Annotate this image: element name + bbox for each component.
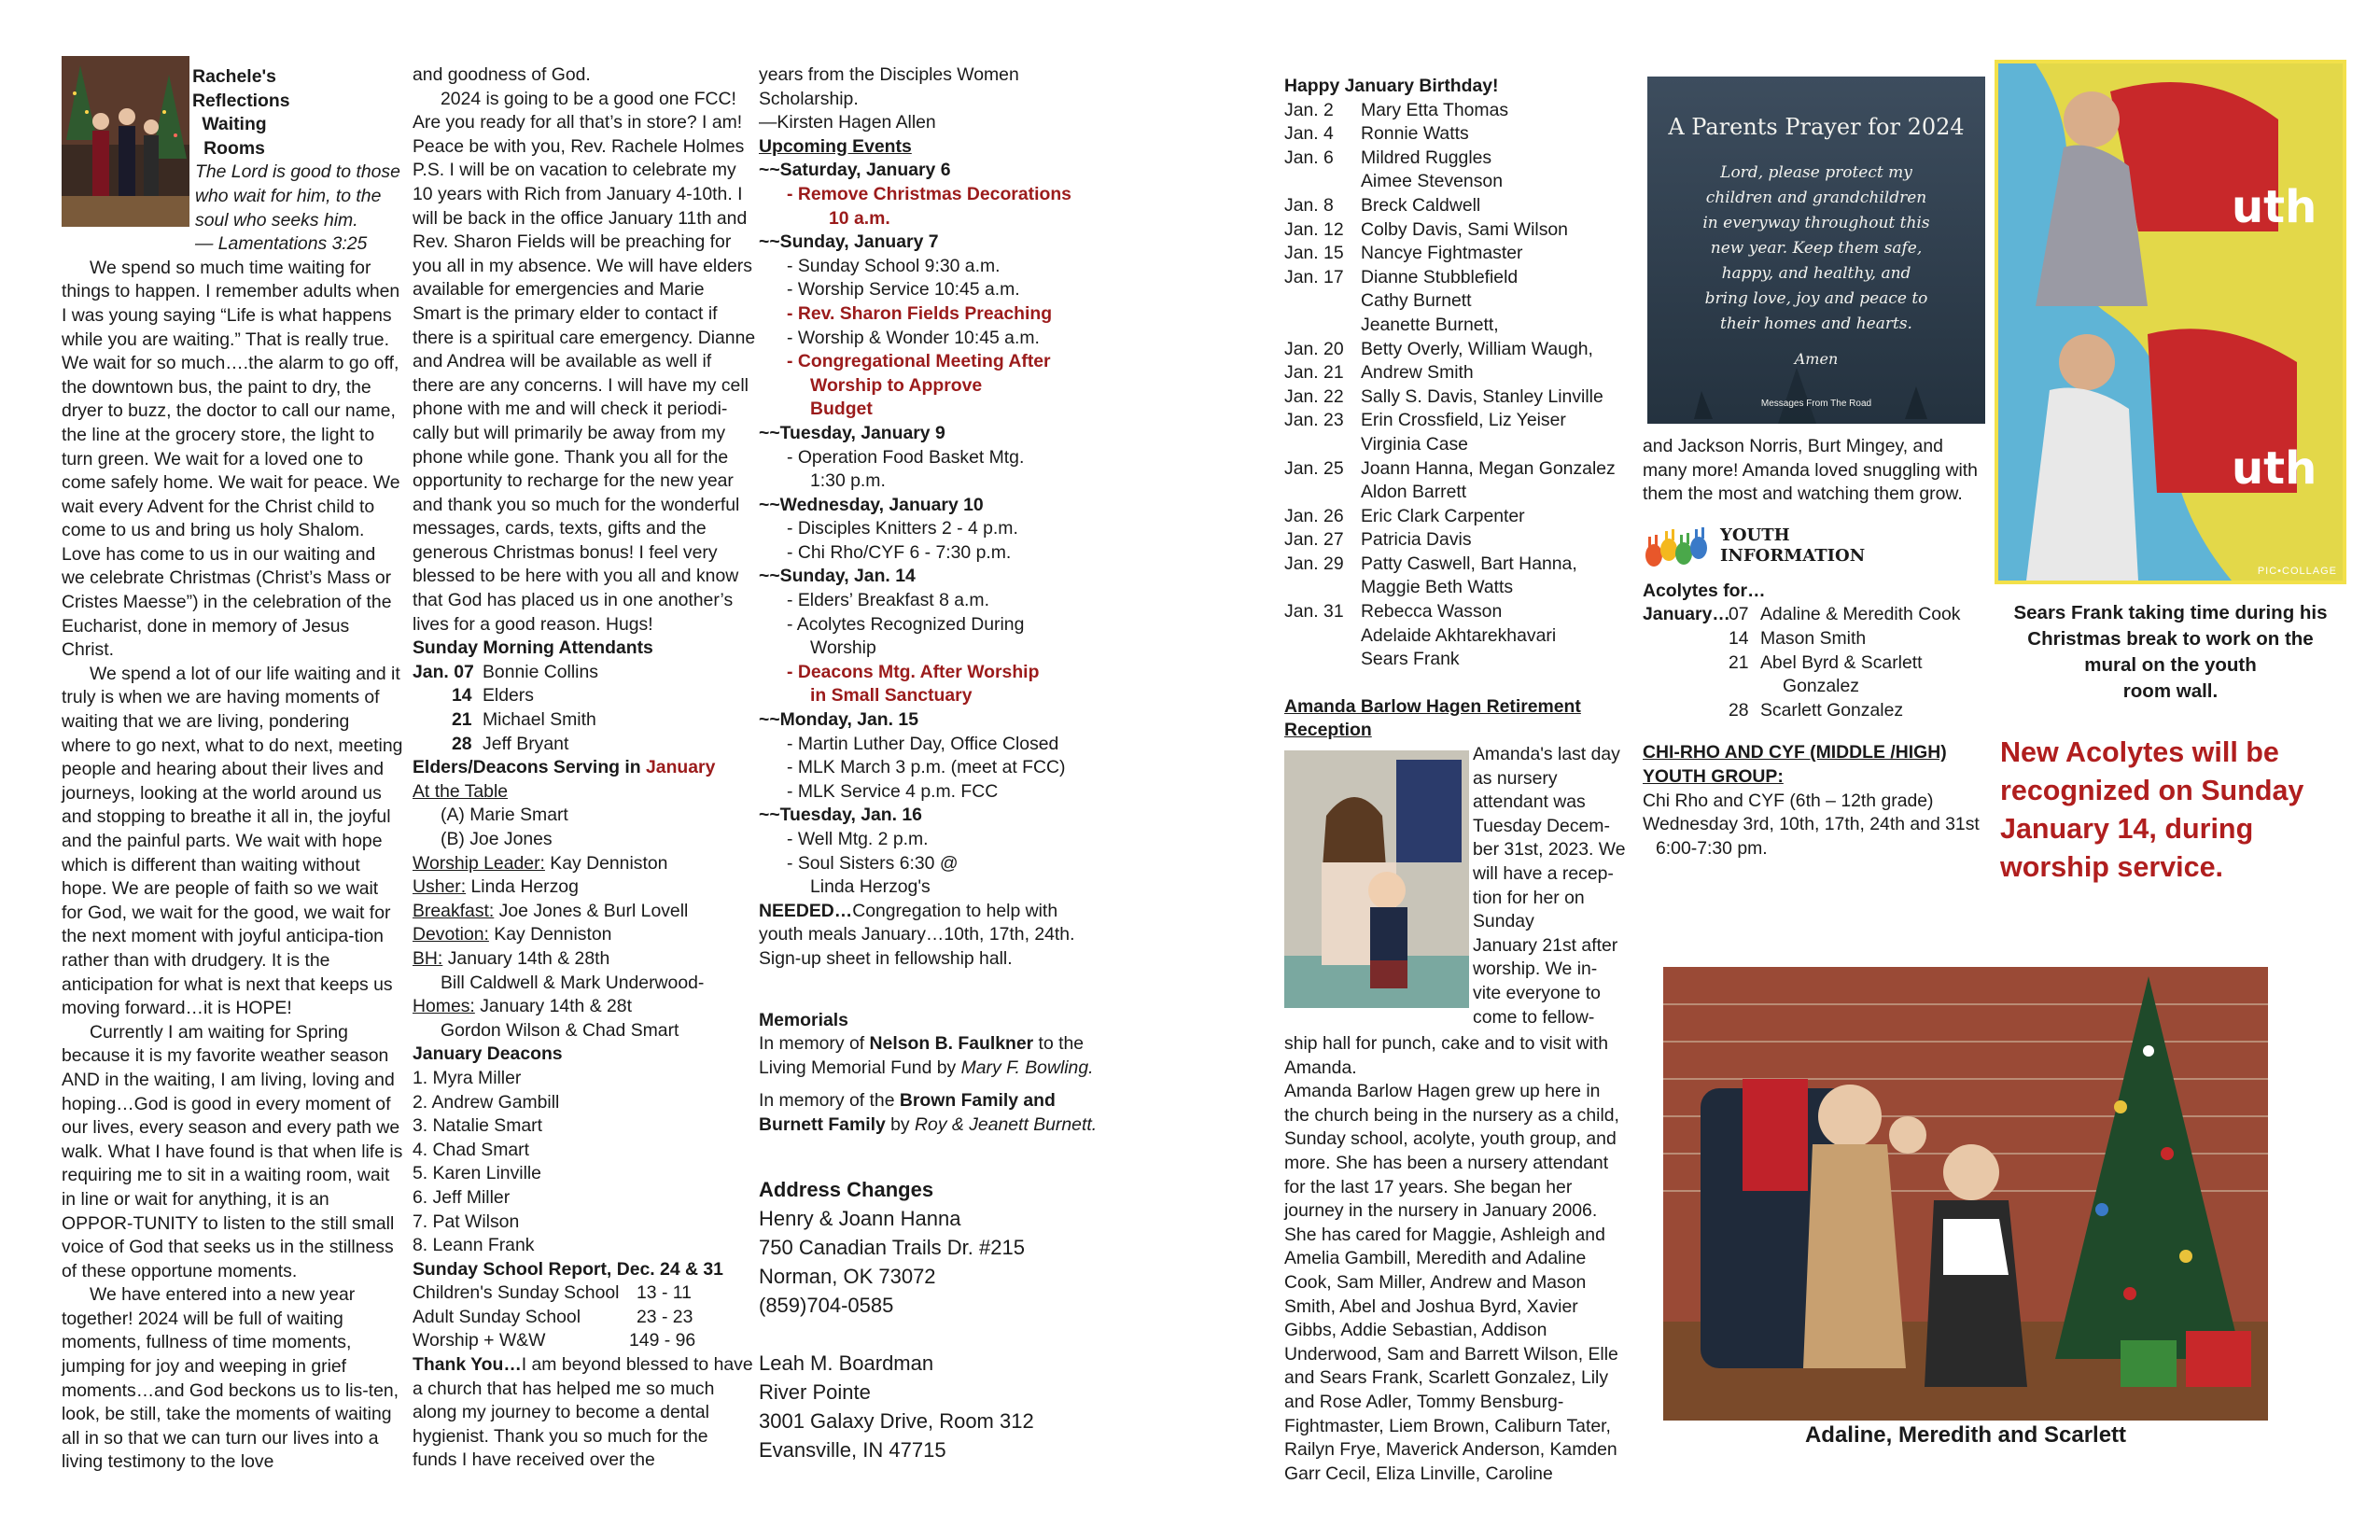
birthday-date xyxy=(1284,170,1361,194)
column-birthdays xyxy=(1284,75,1630,1486)
ss-row: Children's Sunday School 13 - 11 xyxy=(413,1282,692,1304)
event-day-heading: ~~Tuesday, Jan. 16 xyxy=(759,805,922,826)
pastor-greeting: 2024 is going to be a good one FCC! Are you ready for all that’s in store? I am! Peace be with you, Rev. Rachele Holmes xyxy=(413,88,745,157)
thank-you-note: Thank You…I am beyond blessed to have a church that has helped me so much along my journey to become a dental hygienist. Thank you so much for the funds I have received over the xyxy=(413,1354,753,1471)
list-item: 7. Pat Wilson xyxy=(413,1211,520,1232)
birthday-row xyxy=(1284,576,1630,600)
event-item: - Rev. Sharon Fields Preaching xyxy=(787,302,1053,324)
birthday-row xyxy=(1284,553,1630,577)
birthday-date: Jan. 21 xyxy=(1284,362,1344,384)
list-item: 3. Natalie Smart xyxy=(413,1115,543,1137)
birthday-names: Patricia Davis xyxy=(1361,529,1472,551)
column-youth xyxy=(1643,435,1988,861)
memorial-1: In memory of Nelson B. Faulkner to the Living Memorial Fund by Mary F. Bowling. xyxy=(759,1033,1094,1078)
reflections-column xyxy=(62,63,403,1475)
events-list xyxy=(759,159,1106,899)
event-item: 1:30 p.m. xyxy=(810,470,886,492)
birthday-row xyxy=(1284,289,1630,314)
birthday-date xyxy=(1284,314,1361,338)
birthday-names: Nancye Fightmaster xyxy=(1361,243,1523,264)
amanda-photo xyxy=(1284,750,1469,1008)
birthday-row xyxy=(1284,528,1630,553)
birthday-names: Mary Etta Thomas xyxy=(1361,99,1509,120)
birthday-date xyxy=(1284,648,1361,672)
usher: Usher: Linda Herzog xyxy=(413,876,579,898)
handprints-icon xyxy=(1643,520,1713,572)
collage-watermark: PIC•COLLAGE xyxy=(2257,566,2337,577)
birthday-row xyxy=(1284,457,1630,482)
elders-title: Elders/Deacons Serving in January xyxy=(413,757,716,778)
list-item: 8. Leann Frank xyxy=(413,1235,535,1256)
birthday-row xyxy=(1284,433,1630,457)
retirement-paragraph: Amanda Barlow Hagen grew up here in the church being in the nursery as a child, Sunday school, acolyte, youth group, and more. She has been a nursery attendant for the last 17 years. She began her journey in the nursery in January 2006. She has cared for Maggie, Ashleigh and Amelia Gambill, Meredith and Adaline Cook, Sam Miller, Andrew and Mason Smith, Abel and Joshua Byrd, Xavier Gibbs, Addie Sebastian, Addison Underwood, Sam and Barrett Wilson, Elle and Sears Frank, Scarlett Gonzalez, Lily and Rose Adler, Tommy Bensburg-Fightmaster, Liem Brown, Caliburn Tater, Railyn Frye, Maverick Anderson, Kamden Garr Cecil, Eliza Linville, Caroline xyxy=(1284,1081,1619,1484)
worship-leader: Worship Leader: Kay Denniston xyxy=(413,852,668,874)
birthday-names: Eric Clark Carpenter xyxy=(1361,505,1525,526)
youth-title: YOUTH INFORMATION xyxy=(1720,525,1866,566)
retirement-block xyxy=(1284,743,1630,1032)
event-item: - Well Mtg. 2 p.m. xyxy=(787,829,929,849)
birthday-date: Jan. 6 xyxy=(1284,147,1334,168)
birthday-row xyxy=(1284,600,1630,624)
mural-caption: Sears Frank taking time during his Christmas break to work on the mural on the youth room wall. xyxy=(2013,602,2328,702)
birthday-names: Adelaide Akhtarekhavari xyxy=(1361,624,1557,646)
retirement-title: Amanda Barlow Hagen Retirement Reception xyxy=(1284,695,1581,741)
birthday-row xyxy=(1284,409,1630,433)
birthday-names: Aimee Stevenson xyxy=(1361,171,1503,192)
birthday-row xyxy=(1284,314,1630,338)
kids-caption: Adaline, Meredith and Scarlett xyxy=(1804,1422,2127,1448)
ss-report-title: Sunday School Report, Dec. 24 & 31 xyxy=(413,1258,723,1280)
youth-header xyxy=(1643,520,1988,572)
svg-text:uth: uth xyxy=(2232,181,2317,233)
event-item: - MLK Service 4 p.m. FCC xyxy=(787,780,999,802)
reflections-title: Rachele's Reflections Waiting Rooms xyxy=(192,66,290,159)
event-item: - Soul Sisters 6:30 @ xyxy=(787,852,959,874)
birthday-names: Dianne Stubblefield xyxy=(1361,266,1519,287)
birthday-date: Jan. 27 xyxy=(1284,529,1344,551)
attendant-row: 28 Jeff Bryant xyxy=(452,733,569,754)
event-item: 10 a.m. xyxy=(829,207,890,229)
birthday-date xyxy=(1284,433,1361,457)
event-item: - Deacons Mtg. After Worship xyxy=(787,661,1040,682)
birthday-row xyxy=(1284,218,1630,243)
event-item: - MLK March 3 p.m. (meet at FCC) xyxy=(787,757,1066,778)
acolyte-row: 21 Abel Byrd & Scarlett xyxy=(1729,651,1923,673)
reflections-paragraph-4: We have entered into a new year together! 2024 will be full of waiting moments, fullness of time moments, jumping for joy and weeping in grief moments…and God beckons us to lis-ten, look, be still, take the moments of waiting all in so that we can turn our lives into a living testimony to the love xyxy=(62,1284,399,1473)
event-day-heading: ~~Wednesday, January 10 xyxy=(759,494,984,515)
birthday-date: Jan. 20 xyxy=(1284,338,1344,359)
event-day-heading: ~~Saturday, January 6 xyxy=(759,160,951,181)
birthday-row xyxy=(1284,648,1630,672)
address-title: Address Changes xyxy=(759,1177,934,1201)
birthday-names: Cathy Burnett xyxy=(1361,290,1472,312)
birthday-row xyxy=(1284,242,1630,266)
birthday-date: Jan. 26 xyxy=(1284,505,1344,526)
event-item: - Sunday School 9:30 a.m. xyxy=(787,255,1001,276)
prayer-title: A Parents Prayer for 2024 xyxy=(1668,114,1965,140)
birthday-names: Aldon Barrett xyxy=(1361,482,1467,503)
birthday-date: Jan. 23 xyxy=(1284,410,1344,431)
event-day-heading: ~~Sunday, Jan. 14 xyxy=(759,566,916,587)
event-item: - Disciples Knitters 2 - 4 p.m. xyxy=(787,518,1018,539)
pastor-closing: and goodness of God. xyxy=(413,64,591,85)
list-item: 1. Myra Miller xyxy=(413,1067,522,1088)
birthday-names: Sears Frank xyxy=(1361,649,1460,670)
breakfast: Breakfast: Joe Jones & Burl Lovell xyxy=(413,900,689,921)
event-item: in Small Sanctuary xyxy=(810,685,973,707)
memorials-title: Memorials xyxy=(759,1009,848,1030)
homes-names: Gordon Wilson & Chad Smart xyxy=(441,1019,679,1041)
birthday-names: Colby Davis, Sami Wilson xyxy=(1361,218,1568,240)
birthday-names: Breck Caldwell xyxy=(1361,194,1481,216)
event-item: Budget xyxy=(810,399,873,420)
homes: Homes: January 14th & 28t xyxy=(413,996,632,1017)
birthday-row xyxy=(1284,266,1630,290)
birthday-row xyxy=(1284,122,1630,147)
devotion: Devotion: Kay Denniston xyxy=(413,924,612,945)
attendant-row: 14 Elders xyxy=(452,685,534,707)
event-item: - Chi Rho/CYF 6 - 7:30 p.m. xyxy=(787,541,1012,563)
events-title: Upcoming Events xyxy=(759,135,912,157)
birthday-date: Jan. 31 xyxy=(1284,601,1344,623)
snow-tree-icon xyxy=(1647,368,1985,424)
prayer-credit: Messages From The Road xyxy=(1760,399,1872,409)
retirement-continued-2: and Jackson Norris, Burt Mingey, and many more! Amanda loved snuggling with them the most and watching them grow. xyxy=(1643,436,1978,505)
chirho-line-1: Chi Rho and CYF (6th – 12th grade) xyxy=(1643,790,1934,811)
scripture-quote: The Lord is good to those who wait for him, to the soul who seeks him. — Lamentations 3:25 xyxy=(195,161,400,255)
list-item: 6. Jeff Miller xyxy=(413,1186,511,1208)
birthday-date: Jan. 17 xyxy=(1284,266,1344,287)
bh-names: Bill Caldwell & Mark Underwood- xyxy=(441,972,705,993)
acolyte-row: Gonzalez xyxy=(1783,676,1859,697)
acolytes-title: Acolytes for… xyxy=(1643,580,1766,601)
birthday-names: Joann Hanna, Megan Gonzalez xyxy=(1361,457,1616,479)
birthday-row xyxy=(1284,338,1630,362)
birthday-names: Mildred Ruggles xyxy=(1361,147,1492,168)
birthday-date: Jan. 22 xyxy=(1284,385,1344,407)
column-2 xyxy=(413,63,756,1473)
reflections-paragraph-3: Currently I am waiting for Spring because it is my favorite weather season AND in the waiting, I am living, loving and hoping…God is good in every moment of our lives, every season and every path we walk. What I have found is that when life is requiring me to sit in a waiting room, wait in line or wait for anything, it is an OPPOR-TUNITY to listen to the still small voice of God that seeks us in the stillness of these opportune moments. xyxy=(62,1021,403,1281)
acolyte-row: January… 07 Adaline & Meredith Cook xyxy=(1643,604,1961,625)
birthday-names: Maggie Beth Watts xyxy=(1361,577,1514,598)
event-item: - Remove Christmas Decorations xyxy=(787,183,1071,204)
event-item: - Acolytes Recognized During xyxy=(787,613,1025,635)
birthday-names: Sally S. Davis, Stanley Linville xyxy=(1361,385,1603,407)
list-item: 5. Karen Linville xyxy=(413,1163,541,1184)
birthday-row xyxy=(1284,505,1630,529)
chirho-line-3: 6:00-7:30 pm. xyxy=(1656,837,1768,859)
event-item: - Congregational Meeting After xyxy=(787,351,1051,372)
birthday-date: Jan. 8 xyxy=(1284,194,1334,216)
reflections-paragraph-1: We spend so much time waiting for things to happen. I remember adults when I was young saying “Life is what happens while you are waiting.” That is really true. We wait for so much….the alarm to go off, the downtown bus, the paint to dry, the dryer to buzz, the doctor to call our name, the line at the grocery store, the light to turn green. We wait for a loved one to come safely home. We wait for peace. We wait every Advent for the Christ child to come to us and bring us holy Shalom. Love has come to us in our waiting and we celebrate Christmas (Christ’s Mass or Cristes Maesse”) in the celebration of the Eucharist, done in memory of Jesus Christ. xyxy=(62,257,400,661)
svg-text:uth: uth xyxy=(2232,442,2317,495)
event-item: - Worship Service 10:45 a.m. xyxy=(787,279,1020,301)
scholarship-signature: —Kirsten Hagen Allen xyxy=(759,112,936,133)
birthday-names: Patty Caswell, Bart Hanna, xyxy=(1361,553,1577,574)
scholarship-text: years from the Disciples Women Scholarship. xyxy=(759,64,1019,109)
birthday-names: Erin Crossfield, Liz Yeiser xyxy=(1361,410,1566,431)
chirho-line-2: Wednesday 3rd, 10th, 17th, 24th and 31st xyxy=(1643,814,1980,835)
event-item: Worship xyxy=(810,637,876,659)
ss-row: Worship + W&W 149 - 96 xyxy=(413,1330,696,1351)
birthday-row xyxy=(1284,361,1630,385)
birthday-date: Jan. 15 xyxy=(1284,243,1344,264)
event-day-heading: ~~Monday, Jan. 15 xyxy=(759,709,918,731)
event-item: Worship to Approve xyxy=(810,374,983,396)
event-item: - Worship & Wonder 10:45 a.m. xyxy=(787,327,1040,348)
event-item: - Operation Food Basket Mtg. xyxy=(787,446,1025,468)
needed-note: NEEDED…Congregation to help with youth meals January…10th, 17th, 24th. Sign-up sheet in fellowship hall. xyxy=(759,900,1075,969)
birthday-date xyxy=(1284,624,1361,649)
event-item: Linda Herzog's xyxy=(810,876,931,898)
list-item: 2. Andrew Gambill xyxy=(413,1091,560,1113)
attendants-title: Sunday Morning Attendants xyxy=(413,637,653,659)
mural-photo xyxy=(1995,60,2346,584)
birthday-date xyxy=(1284,289,1361,314)
event-day-heading: ~~Sunday, January 7 xyxy=(759,231,939,253)
birthday-date: Jan. 25 xyxy=(1284,457,1344,479)
birthday-row xyxy=(1284,481,1630,505)
at-table-label: At the Table xyxy=(413,780,509,802)
table-a: (A) Marie Smart xyxy=(441,805,568,826)
birthday-names: Virginia Case xyxy=(1361,433,1468,455)
birthday-date xyxy=(1284,481,1361,505)
prayer-text: Lord, please protect my children and grandchildren in everyway throughout this new year. Keep them safe, happy, and healthy, and bring love, joy and peace to their homes and hearts. xyxy=(1702,163,1930,333)
acolyte-notice: New Acolytes will be recognized on Sunday January 14, during worship service. xyxy=(2000,736,2304,883)
column-3 xyxy=(759,63,1106,1464)
birthday-names: Betty Overly, William Waugh, xyxy=(1361,338,1593,359)
birthday-title: Happy January Birthday! xyxy=(1284,76,1499,96)
birthday-date: Jan. 2 xyxy=(1284,99,1334,120)
retirement-side-text: Amanda's last day as nursery attendant was Tuesday Decem- ber 31st, 2023. We will have a recep- tion for her on Sunday January 21st after worship. We in- vite everyone to come to fellow- xyxy=(1473,744,1626,1028)
acolyte-row: 28 Scarlett Gonzalez xyxy=(1729,699,1904,721)
retirement-continued: ship hall for punch, cake and to visit with Amanda. xyxy=(1284,1033,1609,1078)
chirho-title-2: YOUTH GROUP: xyxy=(1643,765,1784,787)
birthday-list xyxy=(1284,99,1630,672)
deacons-list xyxy=(413,1067,756,1258)
birthday-names: Andrew Smith xyxy=(1361,362,1474,384)
attendant-row: 21 Michael Smith xyxy=(452,709,596,731)
bh: BH: January 14th & 28th xyxy=(413,947,610,969)
reflections-paragraph-2: We spend a lot of our life waiting and it truly is when we are having moments of waiting that we are living, pondering where to go next, what to do next, meeting people and hearing about their lives and journeys, looking at the world around us and stopping to breathe it all in, the joyful and the painful parts. We wait with hope which is different than waiting without hope. We are people of faith so we wait for God, we wait for the good, we wait for the next moment with joyful anticipa-tion rather than with drudgery. It is the anticipation for what is next that keeps us moving forward…it is HOPE! xyxy=(62,663,403,1019)
deacons-title: January Deacons xyxy=(413,1043,563,1065)
birthday-row xyxy=(1284,170,1630,194)
birthday-date: Jan. 12 xyxy=(1284,218,1344,240)
chirho-title-1: CHI-RHO AND CYF (MIDDLE /HIGH) xyxy=(1643,742,1947,763)
birthday-row xyxy=(1284,194,1630,218)
event-day-heading: ~~Tuesday, January 9 xyxy=(759,422,945,443)
prayer-card xyxy=(1647,77,1985,424)
acolytes-list xyxy=(1643,603,1988,722)
acolyte-row: 14 Mason Smith xyxy=(1729,627,1867,649)
event-item: - Elders’ Breakfast 8 a.m. xyxy=(787,590,989,611)
pastor-ps: P.S. I will be on vacation to celebrate my 10 years with Rich from January 4-10th. I will be back in the office January 11th and Rev. Sharon Fields will be preaching for you all in my absence. We will have elders available for emergencies and Marie Smart is the primary elder to contact if there is a spiritual care emergency. Dianne and Andrea will be available as well if there are any concerns. I will have my cell phone with me and will check it periodi-cally but will primarily be away from my phone while gone. Thank you all for the opportunity to recharge for the new year and thank you so much for the wonderful messages, cards, texts, gifts and the generous Christmas bonus! I feel very blessed to be here with you all and know that God has placed us in one another’s lives for a good reason. Hugs! xyxy=(413,160,756,635)
prayer-amen: Amen xyxy=(1794,350,1839,368)
address-changes: Address Changes Henry & Joann Hanna 750 Canadian Trails Dr. #215 Norman, OK 73072 (859)704-0585 Leah M. Boardman River Pointe 3001 Galaxy Drive, Room 312 Evansville, IN 47715 xyxy=(759,1175,1106,1464)
attendant-row: Jan. 07 Bonnie Collins xyxy=(413,661,598,682)
birthday-date xyxy=(1284,576,1361,600)
birthday-names: Rebecca Wasson xyxy=(1361,601,1503,623)
birthday-date: Jan. 29 xyxy=(1284,553,1344,574)
birthday-row xyxy=(1284,99,1630,123)
birthday-row xyxy=(1284,147,1630,171)
attendants-list xyxy=(413,661,756,756)
memorial-2: In memory of the Brown Family and Burnett Family by Roy & Jeanett Burnett. xyxy=(759,1090,1098,1135)
birthday-row xyxy=(1284,385,1630,410)
ss-row: Adult Sunday School 23 - 23 xyxy=(413,1306,693,1327)
birthday-names: Jeanette Burnett, xyxy=(1361,314,1499,335)
event-item: - Martin Luther Day, Office Closed xyxy=(787,733,1059,754)
birthday-row xyxy=(1284,624,1630,649)
table-b: (B) Joe Jones xyxy=(441,829,553,849)
birthday-names: Ronnie Watts xyxy=(1361,123,1469,145)
list-item: 4. Chad Smart xyxy=(413,1139,530,1160)
kids-photo xyxy=(1663,967,2268,1421)
birthday-date: Jan. 4 xyxy=(1284,123,1334,145)
